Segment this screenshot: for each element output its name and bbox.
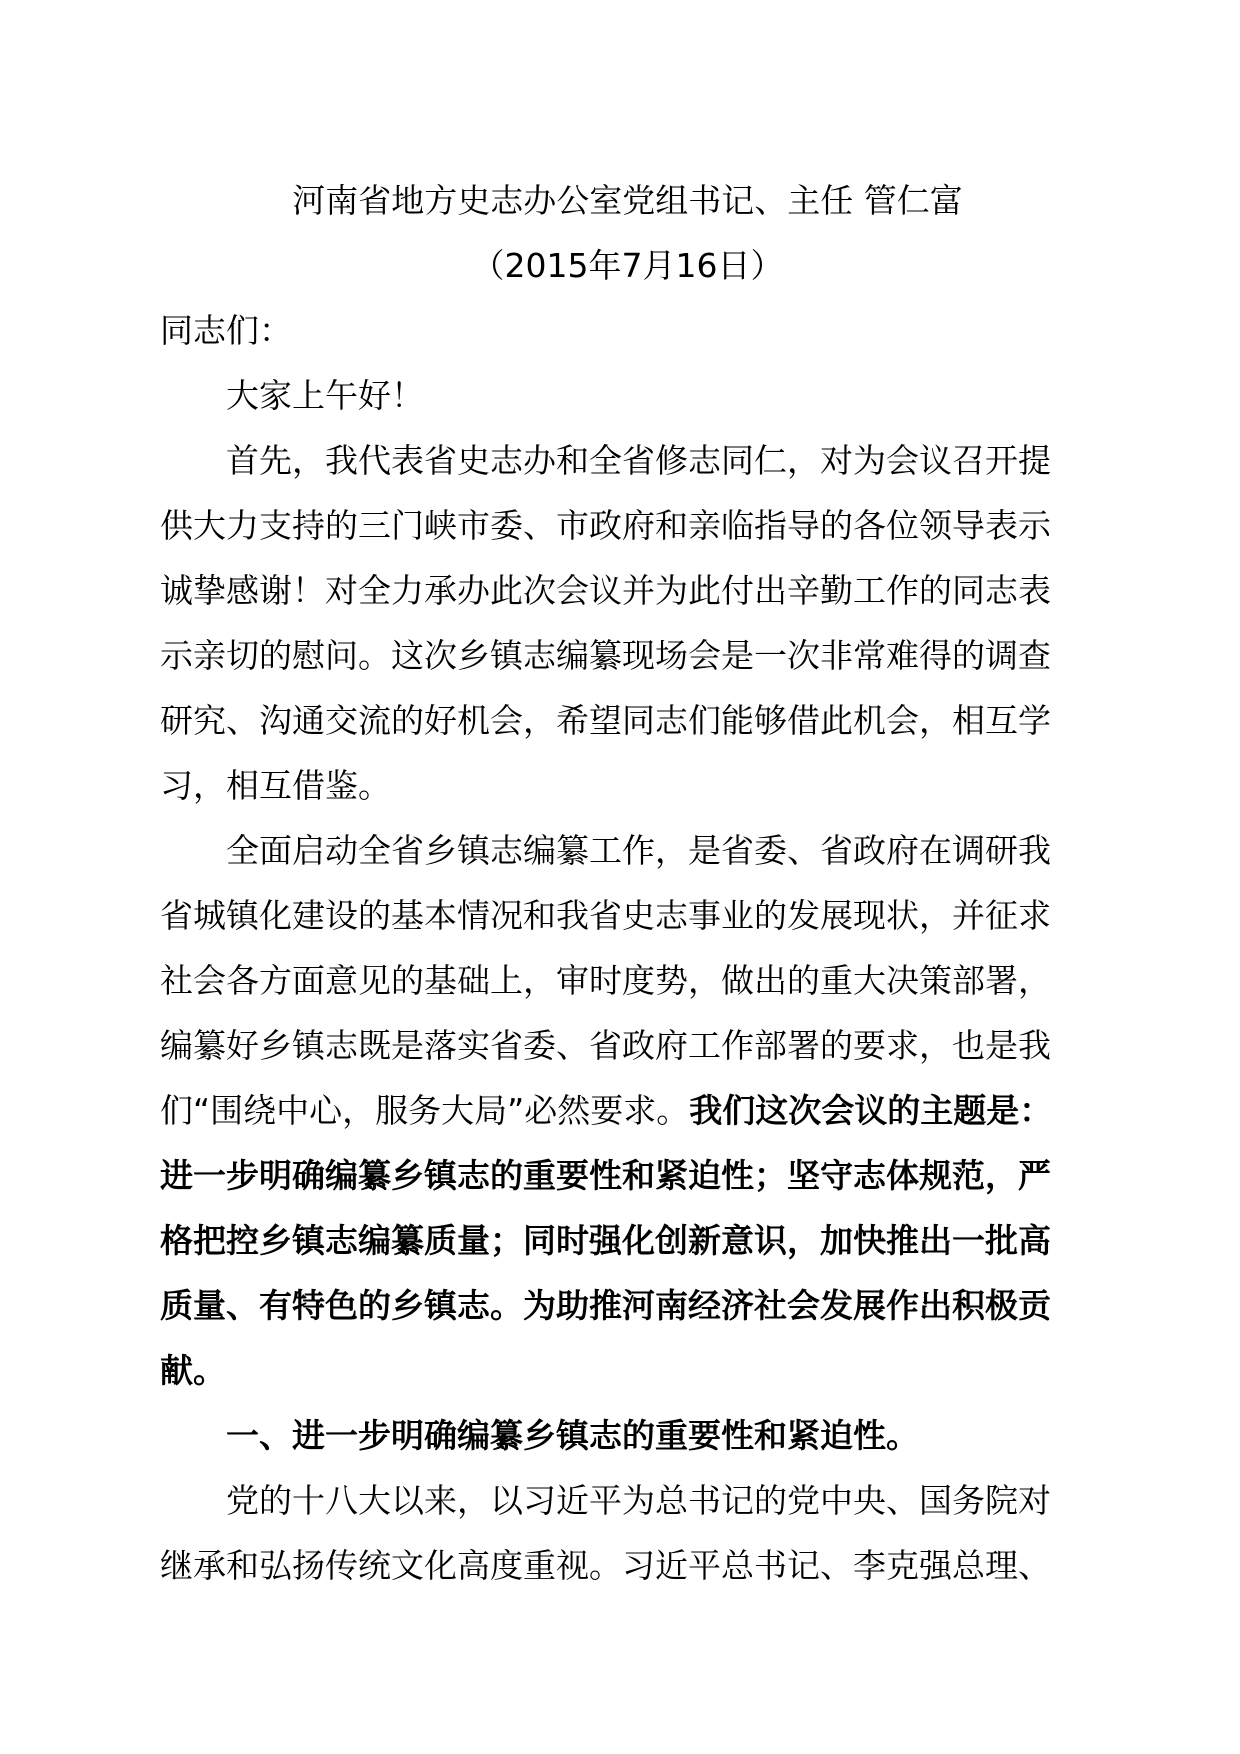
paragraph-line: 社会各方面意见的基础上，审时度势，做出的重大决策部署， [160,961,1051,1000]
paragraph-line: 继承和弘扬传统文化高度重视。习近平总书记、李克强总理、 [160,1546,1051,1585]
greeting: 大家上午好！ [226,376,424,415]
bold-paragraph-line: 进一步明确编纂乡镇志的重要性和紧迫性；坚守志体规范，严 [160,1156,1051,1195]
paragraph-line: 省城镇化建设的基本情况和我省史志事业的发展现状，并征求 [160,896,1051,935]
bold-paragraph-line: 献。 [160,1351,226,1390]
document-body [160,168,1095,1598]
document-title: 河南省地方史志办公室党组书记、主任 管仁富 [292,181,963,220]
paragraph-line: 编纂好乡镇志既是落实省委、省政府工作部署的要求，也是我 [160,1026,1051,1065]
paragraph-line: 研究、沟通交流的好机会，希望同志们能够借此机会，相互学 [160,701,1051,740]
normal-text: 们“围绕中心，服务大局”必然要求。 [160,1091,690,1130]
bold-text: 我们这次会议的主题是： [689,1091,1053,1130]
paragraph-meeting-theme [160,818,1095,1403]
paragraph-opening-thanks [160,428,1095,818]
bold-paragraph-line: 质量、有特色的乡镇志。为助推河南经济社会发展作出积极贡 [160,1286,1051,1325]
paragraph-line-mixed [160,1078,1095,1143]
bold-paragraph-line: 格把控乡镇志编纂质量；同时强化创新意识，加快推出一批高 [160,1221,1051,1260]
paragraph-line: 诚挚感谢！对全力承办此次会议并为此付出辛勤工作的同志表 [160,571,1051,610]
paragraph-line: 供大力支持的三门峡市委、市政府和亲临指导的各位领导表示 [160,506,1051,545]
paragraph-section1 [160,1468,1095,1598]
paragraph-line: 全面启动全省乡镇志编纂工作，是省委、省政府在调研我 [226,831,1051,870]
paragraph-line: 首先，我代表省史志办和全省修志同仁，对为会议召开提 [226,441,1051,480]
section-heading: 一、进一步明确编纂乡镇志的重要性和紧迫性。 [226,1416,919,1455]
paragraph-line: 习，相互借鉴。 [160,766,391,805]
paragraph-line: 示亲切的慰问。这次乡镇志编纂现场会是一次非常难得的调查 [160,636,1051,675]
paragraph-line: 党的十八大以来，以习近平为总书记的党中央、国务院对 [226,1481,1051,1520]
document-date: （2015年7月16日） [471,246,784,285]
salutation: 同志们： [160,311,292,350]
